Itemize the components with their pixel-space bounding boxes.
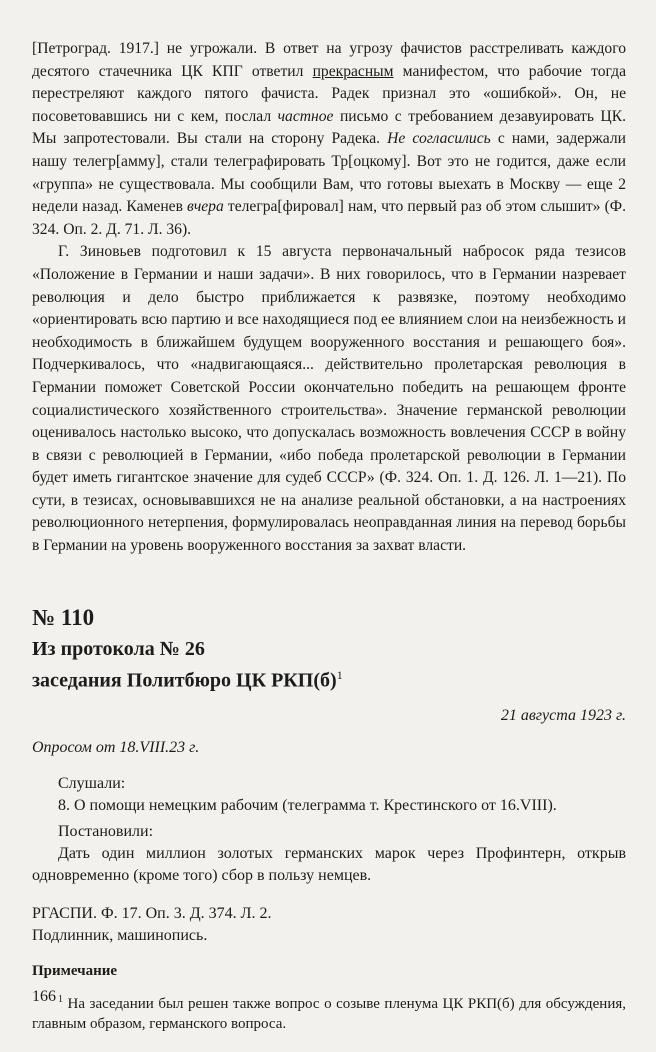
- text-run: манифестом, что рабочие тогда перестреляют каждого пятого фачиста. Радек признал это «ошибкой». Он, не посоветовавшись ни с кем, послал: [32, 62, 626, 125]
- original-note: Подлинник, машинопись.: [32, 927, 208, 945]
- heard-text: 8. О помощи немецким рабочим (телеграмма т. Крестинского от 16.VIII).: [58, 797, 557, 815]
- document-date: 21 августа 1923 г.: [500, 707, 626, 725]
- paragraph-continuation: [32, 38, 626, 241]
- resolved-text: Дать один миллион золотых германских марок через Профинтерн, открыв одновременно (кроме того) сбор в пользу немцев.: [32, 845, 626, 885]
- italic-word: Не согласились: [387, 130, 491, 148]
- archive-source: [32, 903, 626, 947]
- italic-word: вчера: [187, 198, 224, 216]
- text-run: телегра[фировал] нам, что первый раз об этом слышит» (Ф. 324. Оп. 2. Д. 71. Л. 36).: [32, 198, 626, 238]
- note-text: [32, 990, 626, 1034]
- resolved-label: Постановили:: [58, 823, 154, 841]
- paragraph-zinoviev-theses: Г. Зиновьев подготовил к 15 августа первоначальный набросок ряда тезисов «Положение в Германии и наши задачи». В них говорилось, что в Германии назревает революция и дело быстро приближается к развязке, поэтому необходимо «ориентировать всю партию и все находящиеся под ее влиянием слои на неизбежность и необходимость в ближайшем будущем вооруженного восстания и решающего боя». Подчеркивалось, что «надвигающаяся... действительно пролетарская революция в Германии поможет Советской России окончательно победить на решающем фронте социалистического хозяйственного строительства». Значение германской революции оценивалось настолько высоко, что допускалась возможность вовлечения СССР в войну в связи с революцией в Германии, «ибо победа пролетарской революции в Германии будет иметь гигантское значение для судеб СССР» (Ф. 324. Оп. 1. Д. 126. Л. 1—21). По сути, в тезисах, основывавшихся не на анализе реальной обстановки, а на настроениях революционного нетерпения, формулировалась неоправданная линия на перевод борьбы в Германии на уровень вооруженного восстания за захват власти.: [32, 243, 626, 555]
- footnote-mark: 1: [58, 994, 63, 1006]
- text-run: [Петроград. 1917.] не угрожали. В ответ на угрозу фачистов расстреливать каждого десятого стачечника ЦК КПГ ответил: [32, 40, 626, 80]
- page-number: 166: [32, 988, 56, 1005]
- underlined-word: прекрасным: [312, 62, 394, 80]
- source-ref: РГАСПИ. Ф. 17. Оп. 3. Д. 374. Л. 2.: [32, 905, 272, 923]
- text-run: с нами, задержали нашу телегр[амму], стали телеграфировать Тр[оцкому]. Вот это не годится, даже если «группа» не существовала. Мы сообщили Вам, что готовы выехать в Москву — еще 2 недели назад. Каменев: [32, 130, 626, 216]
- poll-date: Опросом от 18.VIII.23 г.: [32, 739, 200, 757]
- note-heading: Примечание: [32, 963, 118, 980]
- italic-word: частное: [277, 107, 334, 125]
- note-body: На заседании был решен также вопрос о созыве пленума ЦК РКП(б) для обсуждения, главным образом, германского вопроса.: [32, 996, 626, 1033]
- heard-label: Слушали:: [58, 775, 126, 793]
- title-line: Из протокола № 26: [32, 637, 205, 660]
- document-title: [32, 636, 626, 694]
- footnote-mark: 1: [336, 667, 343, 682]
- page-content: [32, 38, 626, 1034]
- text-run: письмо с требованием дезавуировать ЦК. Мы запротестовали. Вы стали на сторону Радека.: [32, 107, 626, 148]
- title-line: заседания Политбюро ЦК РКП(б): [32, 669, 337, 692]
- document-number: № 110: [32, 604, 95, 630]
